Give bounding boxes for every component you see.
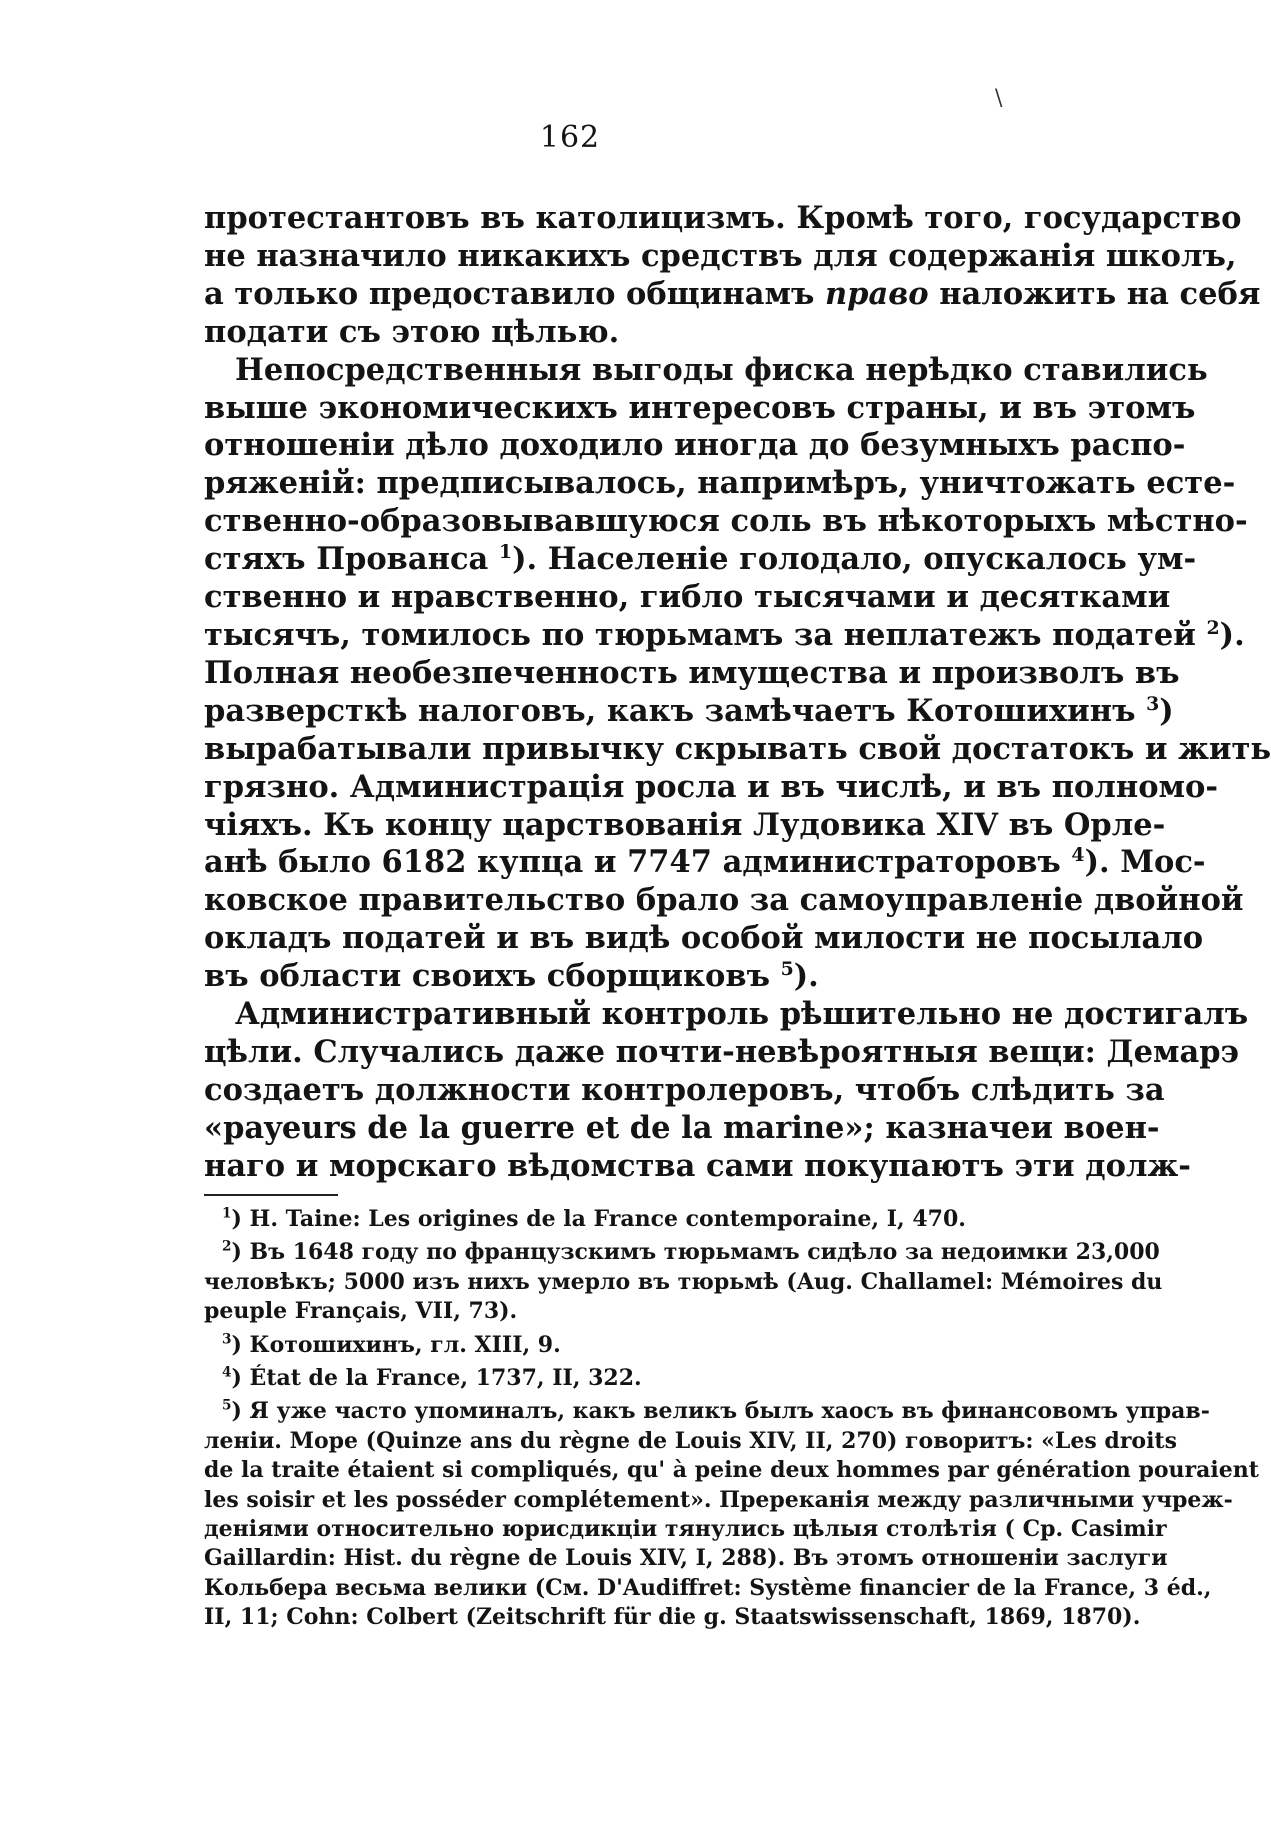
footnote-ref-2: 2: [1206, 616, 1220, 639]
footnote-line: $^2$) Въ 1648 году по французскимъ тюрьмамъ сидѣло за недоимки 23,000: [222, 1239, 1160, 1266]
footnote-line: $^1$) H. Taine: Les origines de la France contemporaine, I, 470.: [222, 1205, 966, 1232]
footnote-3: [204, 1331, 1030, 1360]
text-line: тысячъ, томилось по тюрьмамъ за неплатежъ податей $^2$).: [204, 616, 1245, 653]
footnote-5: [204, 1397, 1259, 1632]
text-line: въ области своихъ сборщиковъ $^5$).: [204, 957, 819, 995]
footnote-line: $^5$) Я уже часто упоминалъ, какъ великъ былъ хаосъ въ финансовомъ управ-: [222, 1398, 1210, 1425]
main-text: [204, 200, 1271, 1186]
footnote-line: леніи. Море (Quinze ans du règne de Louis XIV, II, 270) говоритъ: «Les droits: [204, 1427, 1177, 1454]
text-line: Административный контроль рѣшительно не достигалъ: [235, 996, 1249, 1033]
footnote-line: $^4$) État de la France, 1737, II, 322.: [222, 1364, 642, 1392]
paragraph-3: [204, 996, 1249, 1186]
paragraph-2: [204, 351, 1271, 996]
footnote-ref-4: 4: [1071, 844, 1085, 867]
footnote-line: II, 11; Cohn: Colbert (Zeitschrift für die g. Staatswissenschaft, 1869, 1870).: [204, 1604, 1141, 1631]
footnote-2: [204, 1238, 1163, 1326]
text-line: цѣли. Случались даже почти-невѣроятныя вещи: Демарэ: [204, 1033, 1240, 1070]
footnote-line: Gaillardin: Hist. du règne de Louis XIV, I, 288). Въ этомъ отношеніи заслуги: [204, 1545, 1168, 1572]
text-line: анѣ было 6182 купца и 7747 администраторовъ $^4$). Мос-: [204, 844, 1206, 881]
footnote-ref-5: 5: [780, 957, 794, 980]
footnote-line: Кольбера весьма велики (См. D'Audiffret: Système financier de la France, 3 éd.,: [204, 1574, 1212, 1601]
footnote-line: les soisir et les posséder complétement». Пререканія между различными учреж-: [204, 1486, 1233, 1513]
text-line: протестантовъ въ католицизмъ. Кромѣ того, государство: [204, 200, 1242, 236]
footnote-line: человѣкъ; 5000 изъ нихъ умерло въ тюрьмѣ (Aug. Challamel: Mémoires du: [204, 1268, 1163, 1295]
italic-word: право: [824, 275, 929, 312]
text-line: вырабатывали привычку скрывать свой достатокъ и жить: [204, 730, 1271, 767]
stray-mark: \: [995, 86, 1003, 111]
text-line: ряженій: предписывалось, напримѣръ, уничтожать есте-: [204, 465, 1236, 502]
footnote-number: 5: [222, 1398, 232, 1415]
footnote-line: de la traite étaient si compliqués, qu' à peine deux hommes par génération pouraient: [204, 1457, 1259, 1484]
text-line: разверсткѣ налоговъ, какъ замѣчаетъ Котошихинъ $^3$): [204, 692, 1174, 729]
footnote-ref-3: 3: [1146, 692, 1160, 715]
text-line: «payeurs de la guerre et de la marine»; казначеи воен-: [204, 1109, 1160, 1146]
text-line: ственно-образовывавшуюся соль въ нѣкоторыхъ мѣстно-: [204, 503, 1248, 540]
footnote-line: $^3$) Котошихинъ, гл. XIII, 9.: [222, 1331, 561, 1358]
text-line: создаетъ должности контролеровъ, чтобъ слѣдить за: [204, 1071, 1165, 1108]
footnotes: [204, 1205, 1259, 1637]
footnote-line: деніями относительно юрисдикціи тянулись цѣлыя столѣтія ( Ср. Casimir: [204, 1516, 1167, 1543]
page-number: 162: [539, 120, 601, 155]
footnote-number: 2: [222, 1239, 232, 1256]
text-line: наго и морскаго вѣдомства сами покупаютъ эти долж-: [204, 1147, 1191, 1184]
text-line: Полная необезпеченность имущества и произволъ въ: [204, 654, 1180, 691]
text-line: ковское правительство брало за самоуправленіе двойной: [204, 882, 1244, 919]
text-line: стяхъ Прованса $^1$). Населеніе голодало, опускалось ум-: [204, 541, 1197, 578]
text-line: отношеніи дѣло доходило иногда до безумныхъ распо-: [204, 427, 1186, 464]
footnote-line: peuple Français, VII, 73).: [204, 1298, 518, 1325]
footnote-1: [204, 1205, 1030, 1234]
text-line: а только предоставило общинамъ право наложить на себя: [204, 275, 1261, 312]
text-line: грязно. Администрація росла и въ числѣ, и въ полномо-: [204, 768, 1219, 805]
text-line: окладъ податей и въ видѣ особой милости не посылало: [204, 920, 1204, 957]
text-line: ственно и нравственно, гибло тысячами и десятками: [204, 579, 1171, 616]
text-line: подати съ этою цѣлью.: [204, 313, 620, 350]
footnote-divider: [204, 1194, 338, 1196]
text-line: не назначило никакихъ средствъ для содержанія школъ,: [204, 237, 1237, 274]
text-line: чіяхъ. Къ концу царствованія Лудовика XIV въ Орле-: [204, 806, 1166, 843]
footnote-number: 3: [222, 1331, 232, 1348]
paragraph-1: [204, 200, 1261, 352]
footnote-ref-1: 1: [498, 541, 513, 563]
footnote-number: 1: [222, 1205, 232, 1222]
footnote-number: 4: [222, 1364, 232, 1381]
text-line: выше экономическихъ интересовъ страны, и въ этомъ: [204, 389, 1196, 426]
text-line: Непосредственныя выгоды фиска нерѣдко ставились: [235, 351, 1208, 388]
footnote-4: [204, 1364, 1030, 1393]
